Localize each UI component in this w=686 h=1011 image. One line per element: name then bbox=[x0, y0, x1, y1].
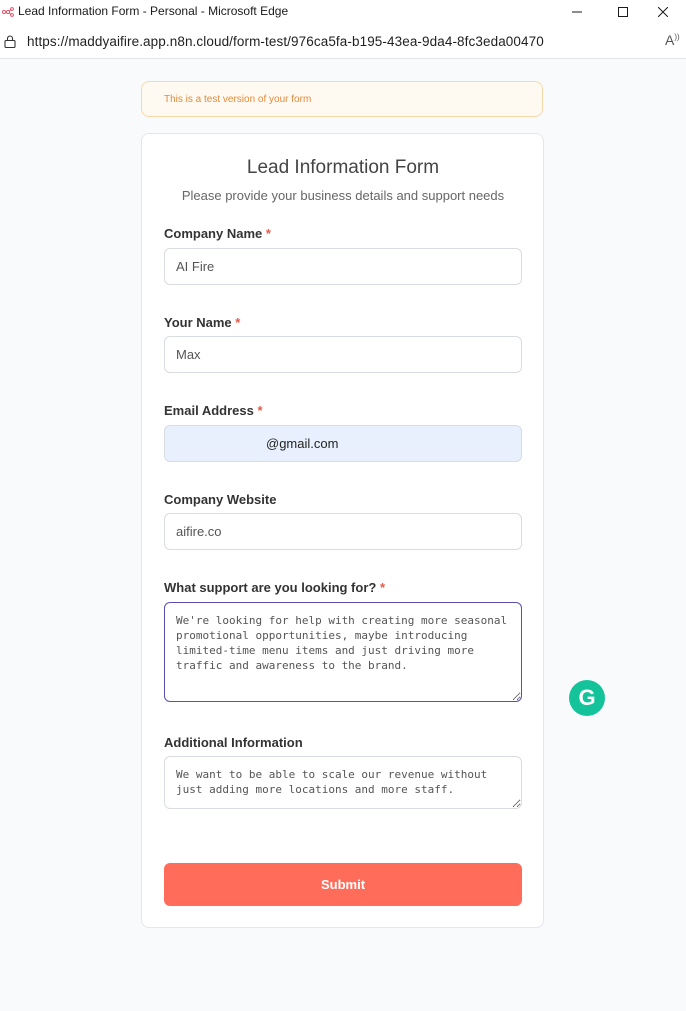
support-label-text: What support are you looking for? bbox=[164, 580, 377, 595]
required-mark: * bbox=[257, 403, 263, 418]
company-website-label-text: Company Website bbox=[164, 492, 277, 507]
window-title: Lead Information Form - Personal - Microsoft Edge bbox=[18, 4, 289, 18]
your-name-label bbox=[164, 315, 240, 330]
required-mark: * bbox=[265, 226, 271, 241]
your-name-input[interactable] bbox=[164, 336, 522, 373]
company-name-label-text: Company Name bbox=[164, 226, 263, 241]
minimize-icon bbox=[572, 7, 582, 17]
close-button[interactable] bbox=[640, 0, 686, 24]
grammarly-button[interactable] bbox=[569, 680, 605, 716]
window-titlebar bbox=[0, 0, 686, 24]
minimize-button[interactable] bbox=[554, 0, 600, 24]
additional-info-textarea[interactable] bbox=[164, 756, 522, 809]
email-input[interactable] bbox=[164, 425, 522, 462]
company-website-label bbox=[164, 492, 276, 507]
additional-info-label bbox=[164, 735, 303, 750]
maximize-icon bbox=[618, 7, 628, 17]
form-title: Lead Information Form bbox=[246, 157, 440, 178]
form-subtitle: Please provide your business details and support needs bbox=[181, 188, 505, 203]
support-textarea[interactable] bbox=[164, 602, 522, 702]
banner-text: This is a test version of your form bbox=[164, 94, 312, 105]
additional-info-label-text: Additional Information bbox=[164, 735, 303, 750]
n8n-app-icon bbox=[2, 6, 14, 18]
submit-button[interactable]: Submit bbox=[164, 863, 522, 906]
company-name-label bbox=[164, 226, 271, 241]
close-icon bbox=[658, 7, 668, 17]
support-label bbox=[164, 580, 385, 595]
required-mark: * bbox=[379, 580, 386, 595]
test-version-banner bbox=[141, 81, 543, 117]
email-label-text: Email Address bbox=[164, 403, 254, 418]
company-website-input[interactable] bbox=[164, 513, 522, 550]
url-text[interactable]: https://maddyaifire.app.n8n.cloud/form-test/976ca5fa-b195-43ea-9da4-8fc3eda00470 bbox=[27, 34, 544, 49]
grammarly-icon: G bbox=[578, 685, 596, 710]
required-mark: * bbox=[235, 315, 241, 330]
address-bar[interactable] bbox=[0, 24, 686, 59]
your-name-label-text: Your Name bbox=[164, 315, 232, 330]
read-aloud-icon[interactable]: A)) bbox=[665, 32, 680, 48]
company-name-input[interactable] bbox=[164, 248, 522, 285]
lock-icon[interactable] bbox=[4, 35, 16, 48]
email-label bbox=[164, 403, 263, 418]
